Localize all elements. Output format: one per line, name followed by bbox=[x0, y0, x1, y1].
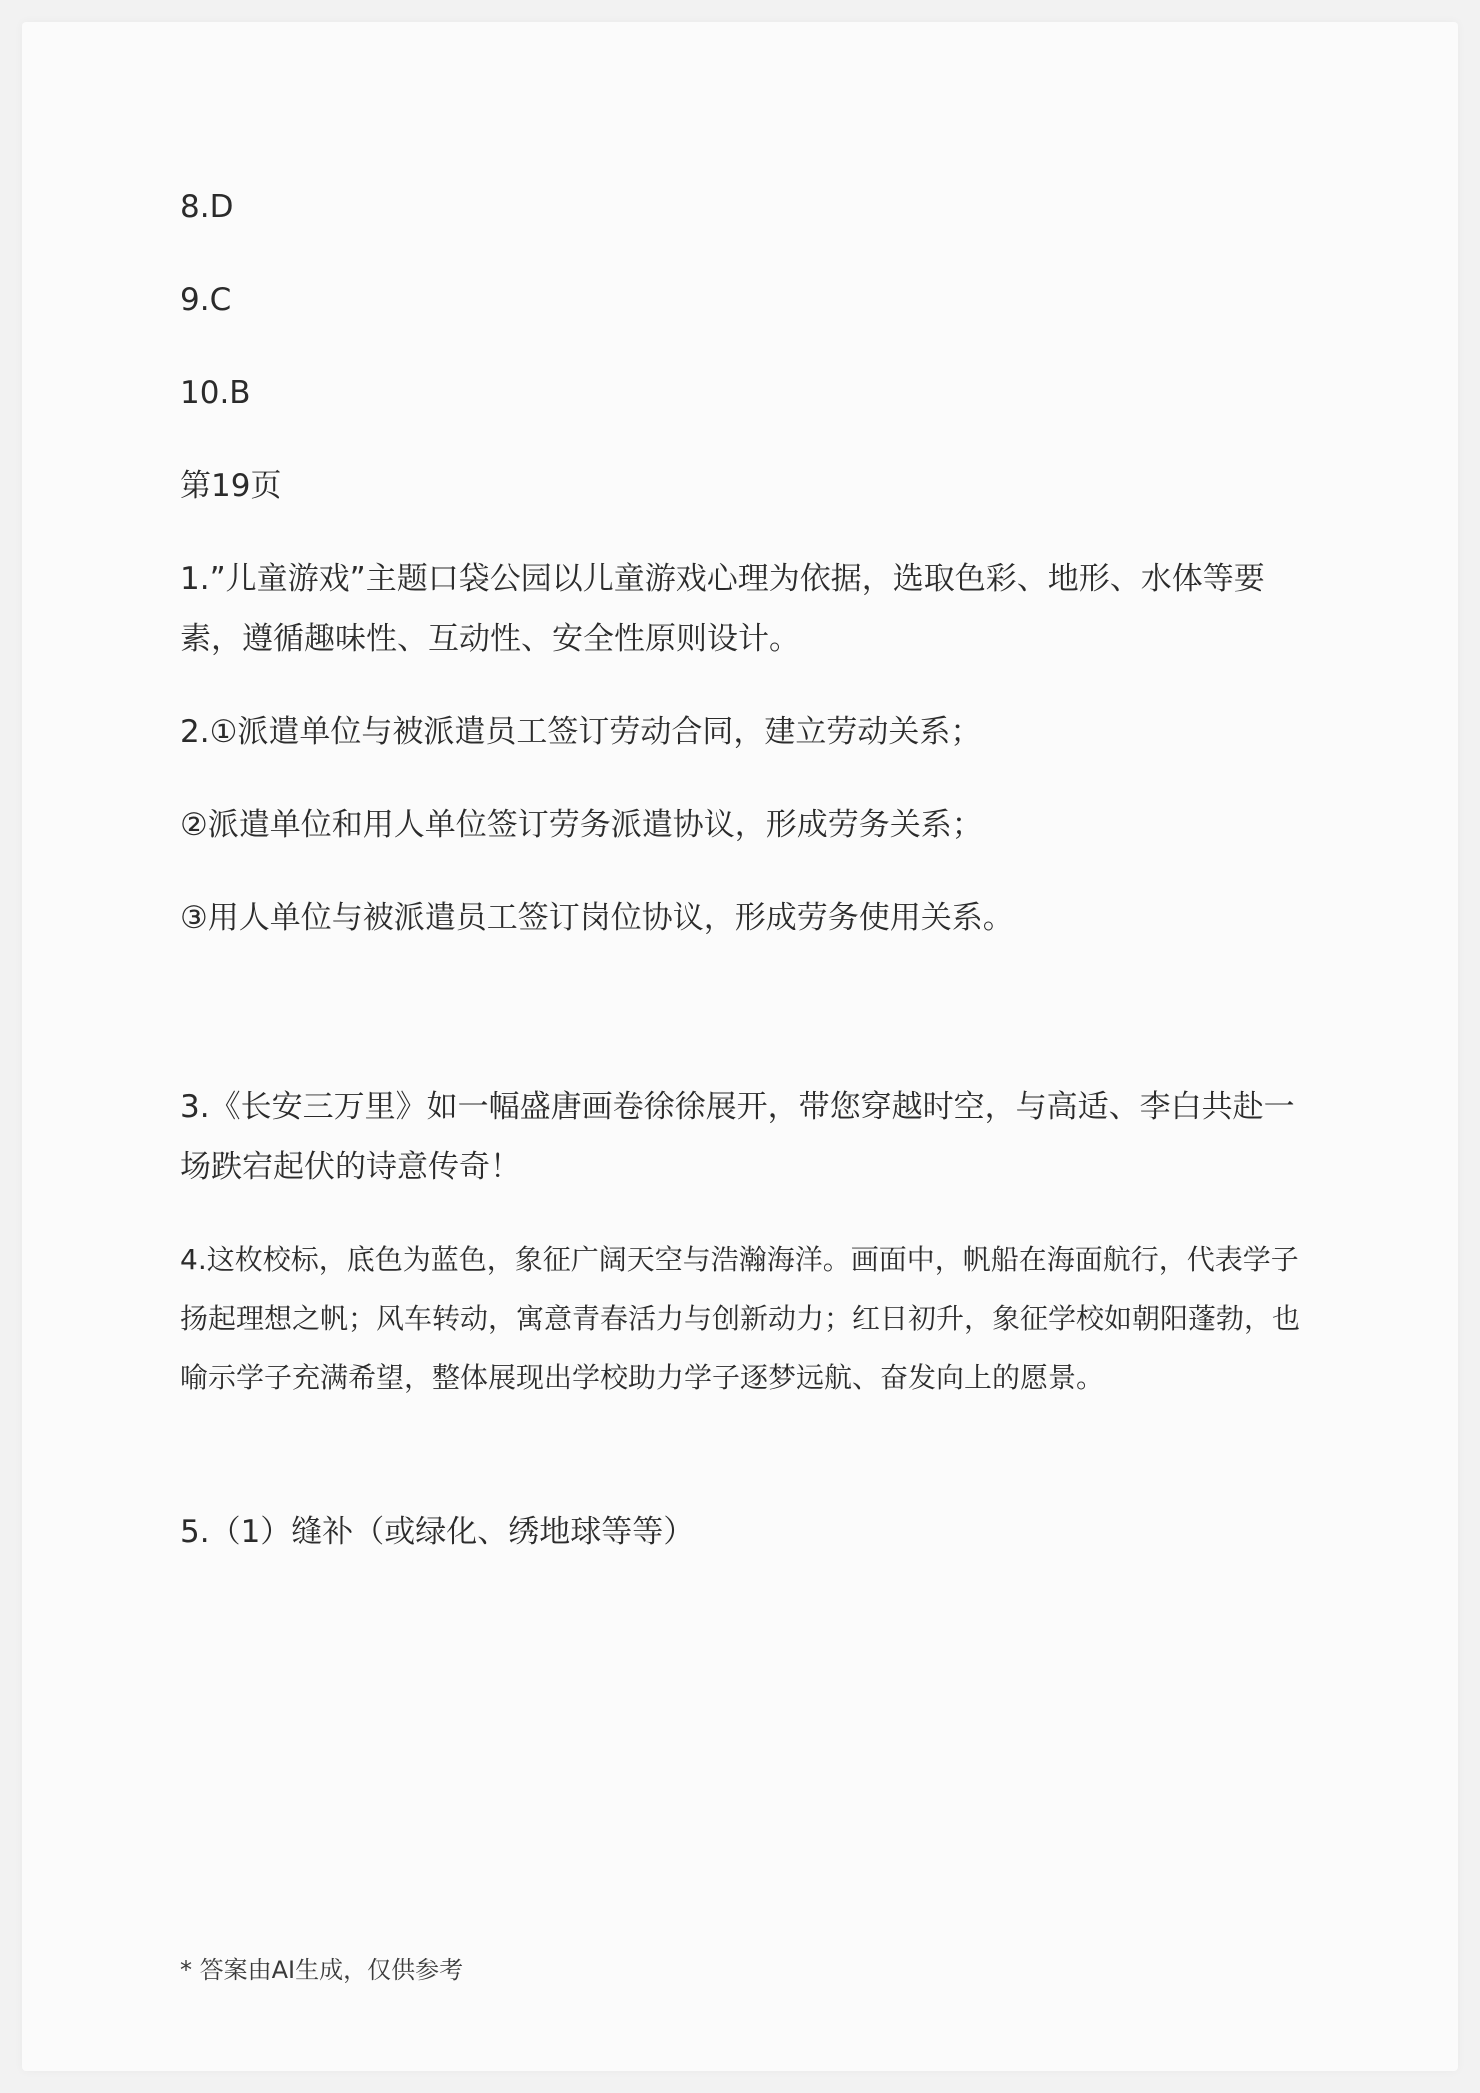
answer-10: 10.B bbox=[180, 375, 251, 411]
answer-8: 8.D bbox=[180, 189, 234, 225]
answer-q3: 3.《长安三万里》如一幅盛唐画卷徐徐展开，带您穿越时空，与高适、李白共赴一场跌宕起伏的诗意传奇！ bbox=[180, 1089, 1295, 1185]
answer-q5: 5.（1）缝补（或绿化、绣地球等等） bbox=[180, 1514, 695, 1550]
answer-q2-part1: 2.①派遣单位与被派遣员工签订劳动合同，建立劳动关系； bbox=[180, 714, 982, 750]
answer-page bbox=[22, 22, 1458, 2071]
answer-q1: 1.”儿童游戏”主题口袋公园以儿童游戏心理为依据，选取色彩、地形、水体等要素，遵循趣味性、互动性、安全性原则设计。 bbox=[180, 561, 1265, 657]
answer-q2-part2: ②派遣单位和用人单位签订劳务派遣协议，形成劳务关系； bbox=[180, 807, 983, 843]
page-heading: 第19页 bbox=[180, 468, 282, 504]
answer-9: 9.C bbox=[180, 282, 232, 318]
answer-q4: 4.这枚校标，底色为蓝色，象征广阔天空与浩瀚海洋。画面中，帆船在海面航行，代表学子扬起理想之帆；风车转动，寓意青春活力与创新动力；红日初升，象征学校如朝阳蓬勃，也喻示学子充满希望，整体展现出学校助力学子逐梦远航、奋发向上的愿景。 bbox=[180, 1243, 1301, 1394]
ai-disclaimer: * 答案由AI生成，仅供参考 bbox=[180, 1956, 464, 1984]
answer-q2-part3: ③用人单位与被派遣员工签订岗位协议，形成劳务使用关系。 bbox=[180, 900, 1014, 936]
